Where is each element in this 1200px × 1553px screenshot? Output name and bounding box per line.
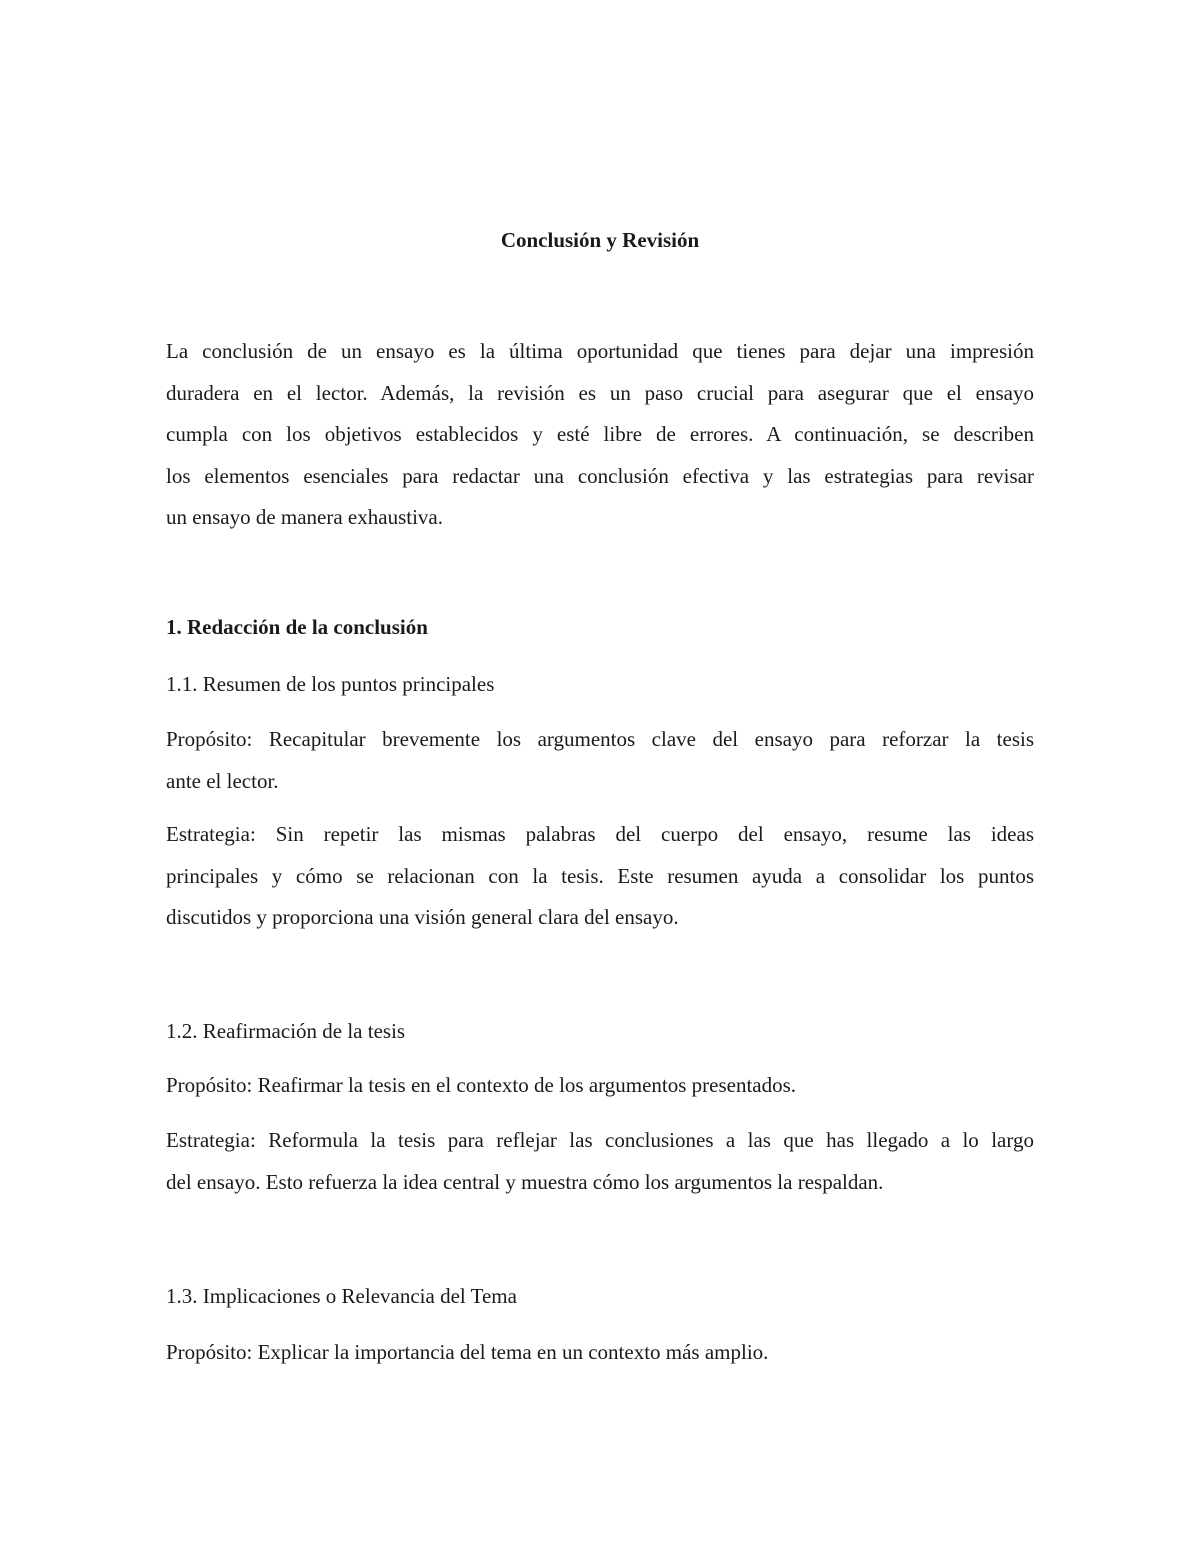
text-line: Propósito: Recapitular brevemente los argumentos clave del ensayo para reforzar la tesis [166,727,1034,751]
text-line: discutidos y proporciona una visión general clara del ensayo. [166,905,679,929]
intro-paragraph [166,331,1034,539]
text-line: Estrategia: Reformula la tesis para reflejar las conclusiones a las que has llegado a lo largo [166,1128,1034,1152]
text-line: un ensayo de manera exhaustiva. [166,505,443,529]
section-heading: 1. Redacción de la conclusión [166,615,428,639]
text-line: principales y cómo se relacionan con la tesis. Este resumen ayuda a consolidar los puntos [166,863,1034,888]
text-line: Estrategia: Sin repetir las mismas palabras del cuerpo del ensayo, resume las ideas [166,822,1034,846]
document-title: Conclusión y Revisión [500,228,700,252]
text-line: cumpla con los objetivos establecidos y esté libre de errores. A continuación, se describen [166,422,1034,446]
purpose-paragraph [166,1065,1034,1107]
strategy-paragraph [166,1120,1034,1203]
text-line: los elementos esenciales para redactar una conclusión efectiva y las estrategias para revisar [166,463,1034,488]
text-line: duradera en el lector. Además, la revisión es un paso crucial para asegurar que el ensayo [166,380,1034,405]
text-line: ante el lector. [166,768,279,793]
subsection-title: 1.2. Reafirmación de la tesis [166,1019,406,1043]
strategy-paragraph [166,814,1034,939]
text-line: Propósito: Explicar la importancia del tema en un contexto más amplio. [166,1340,769,1364]
purpose-paragraph [166,1332,1034,1374]
text-line: del ensayo. Esto refuerza la idea central y muestra cómo los argumentos la respaldan. [166,1169,884,1194]
subsection-title: 1.1. Resumen de los puntos principales [166,672,495,696]
text-line: La conclusión de un ensayo es la última oportunidad que tienes para dejar una impresión [166,339,1034,363]
purpose-paragraph [166,719,1034,802]
subsection-title: 1.3. Implicaciones o Relevancia del Tema [166,1284,517,1308]
text-line: Propósito: Reafirmar la tesis en el contexto de los argumentos presentados. [166,1073,797,1097]
